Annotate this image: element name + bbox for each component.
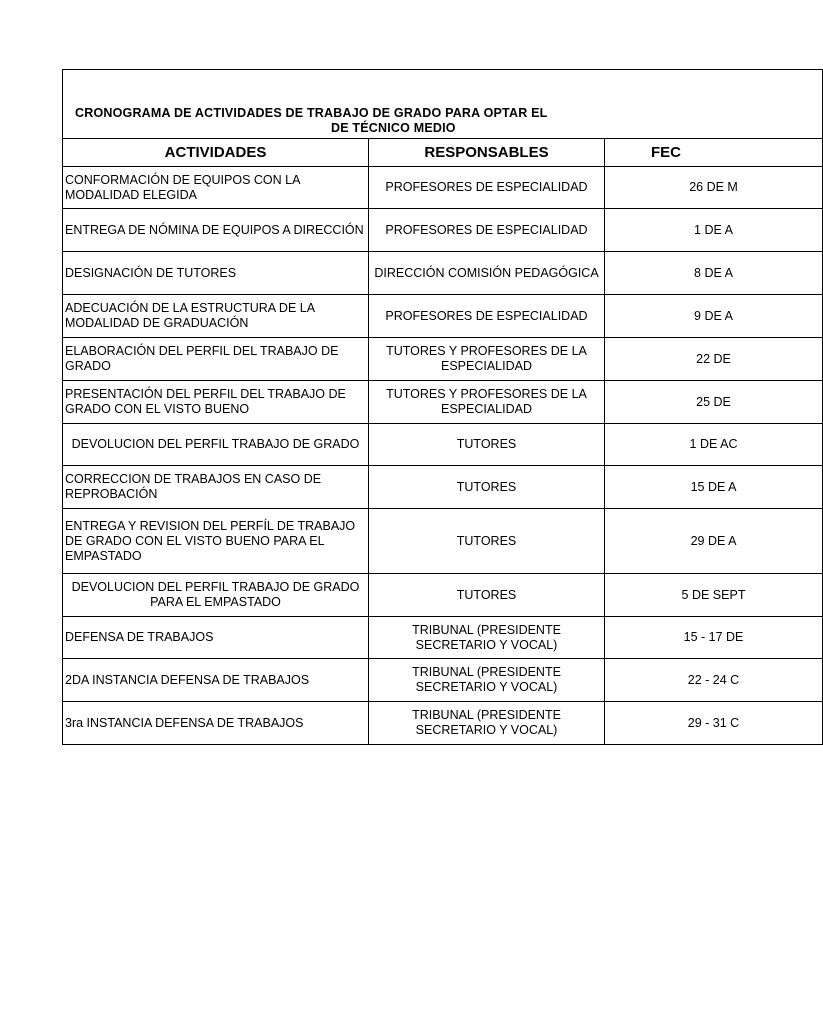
activity-cell: ADECUACIÓN DE LA ESTRUCTURA DE LA MODALIDAD DE GRADUACIÓN: [63, 295, 369, 338]
table-row: [63, 466, 823, 509]
header-row: [63, 139, 823, 167]
responsible-cell: DIRECCIÓN COMISIÓN PEDAGÓGICA: [369, 252, 605, 295]
responsible-cell: TUTORES: [369, 509, 605, 574]
activity-cell: ELABORACIÓN DEL PERFIL DEL TRABAJO DE GRADO: [63, 338, 369, 381]
activity-cell: DEVOLUCION DEL PERFIL TRABAJO DE GRADO: [63, 424, 369, 466]
activity-cell: 2DA INSTANCIA DEFENSA DE TRABAJOS: [63, 659, 369, 702]
activity-cell: CONFORMACIÓN DE EQUIPOS CON LA MODALIDAD ELEGIDA: [63, 167, 369, 209]
date-cell: 29 - 31 C: [605, 702, 823, 745]
activity-cell: CORRECCION DE TRABAJOS EN CASO DE REPROBACIÓN: [63, 466, 369, 509]
activity-cell: DEVOLUCION DEL PERFIL TRABAJO DE GRADO PARA EL EMPASTADO: [63, 574, 369, 617]
table-row: [63, 617, 823, 659]
table-row: [63, 338, 823, 381]
responsible-cell: TUTORES: [369, 424, 605, 466]
table-row: [63, 659, 823, 702]
responsible-cell: TUTORES Y PROFESORES DE LA ESPECIALIDAD: [369, 381, 605, 424]
responsible-cell: TUTORES: [369, 466, 605, 509]
activity-cell: ENTREGA DE NÓMINA DE EQUIPOS A DIRECCIÓN: [63, 209, 369, 252]
title-line-1: CRONOGRAMA DE ACTIVIDADES DE TRABAJO DE GRADO PARA OPTAR EL: [75, 106, 548, 120]
date-cell: 26 DE M: [605, 167, 823, 209]
table-row: [63, 381, 823, 424]
date-cell: 25 DE: [605, 381, 823, 424]
table-row: [63, 167, 823, 209]
responsible-cell: TRIBUNAL (PRESIDENTE SECRETARIO Y VOCAL): [369, 617, 605, 659]
activity-cell: PRESENTACIÓN DEL PERFIL DEL TRABAJO DE GRADO CON EL VISTO BUENO: [63, 381, 369, 424]
date-cell: 1 DE AC: [605, 424, 823, 466]
date-cell: 8 DE A: [605, 252, 823, 295]
title-row: [63, 70, 823, 139]
date-cell: 5 DE SEPT: [605, 574, 823, 617]
table-row: [63, 509, 823, 574]
responsible-cell: TRIBUNAL (PRESIDENTE SECRETARIO Y VOCAL): [369, 702, 605, 745]
table-row: [63, 252, 823, 295]
table-row: [63, 574, 823, 617]
responsible-cell: TUTORES: [369, 574, 605, 617]
table-row: [63, 295, 823, 338]
date-cell: 1 DE A: [605, 209, 823, 252]
date-cell: 22 - 24 C: [605, 659, 823, 702]
activity-cell: DEFENSA DE TRABAJOS: [63, 617, 369, 659]
table-row: [63, 702, 823, 745]
responsible-cell: TRIBUNAL (PRESIDENTE SECRETARIO Y VOCAL): [369, 659, 605, 702]
activity-cell: 3ra INSTANCIA DEFENSA DE TRABAJOS: [63, 702, 369, 745]
table-row: [63, 209, 823, 252]
header-responsables: RESPONSABLES: [369, 139, 605, 167]
activity-cell: ENTREGA Y REVISION DEL PERFÍL DE TRABAJO DE GRADO CON EL VISTO BUENO PARA EL EMPASTADO: [63, 509, 369, 574]
schedule-table: [62, 69, 823, 745]
date-cell: 15 DE A: [605, 466, 823, 509]
header-actividades: ACTIVIDADES: [63, 139, 369, 167]
document-title: [63, 70, 823, 139]
title-line-2: DE TÉCNICO MEDIO: [331, 121, 456, 135]
responsible-cell: PROFESORES DE ESPECIALIDAD: [369, 209, 605, 252]
responsible-cell: TUTORES Y PROFESORES DE LA ESPECIALIDAD: [369, 338, 605, 381]
table-row: [63, 424, 823, 466]
responsible-cell: PROFESORES DE ESPECIALIDAD: [369, 167, 605, 209]
activity-cell: DESIGNACIÓN DE TUTORES: [63, 252, 369, 295]
responsible-cell: PROFESORES DE ESPECIALIDAD: [369, 295, 605, 338]
date-cell: 9 DE A: [605, 295, 823, 338]
header-fecha: FEC: [605, 139, 823, 167]
date-cell: 29 DE A: [605, 509, 823, 574]
date-cell: 22 DE: [605, 338, 823, 381]
date-cell: 15 - 17 DE: [605, 617, 823, 659]
